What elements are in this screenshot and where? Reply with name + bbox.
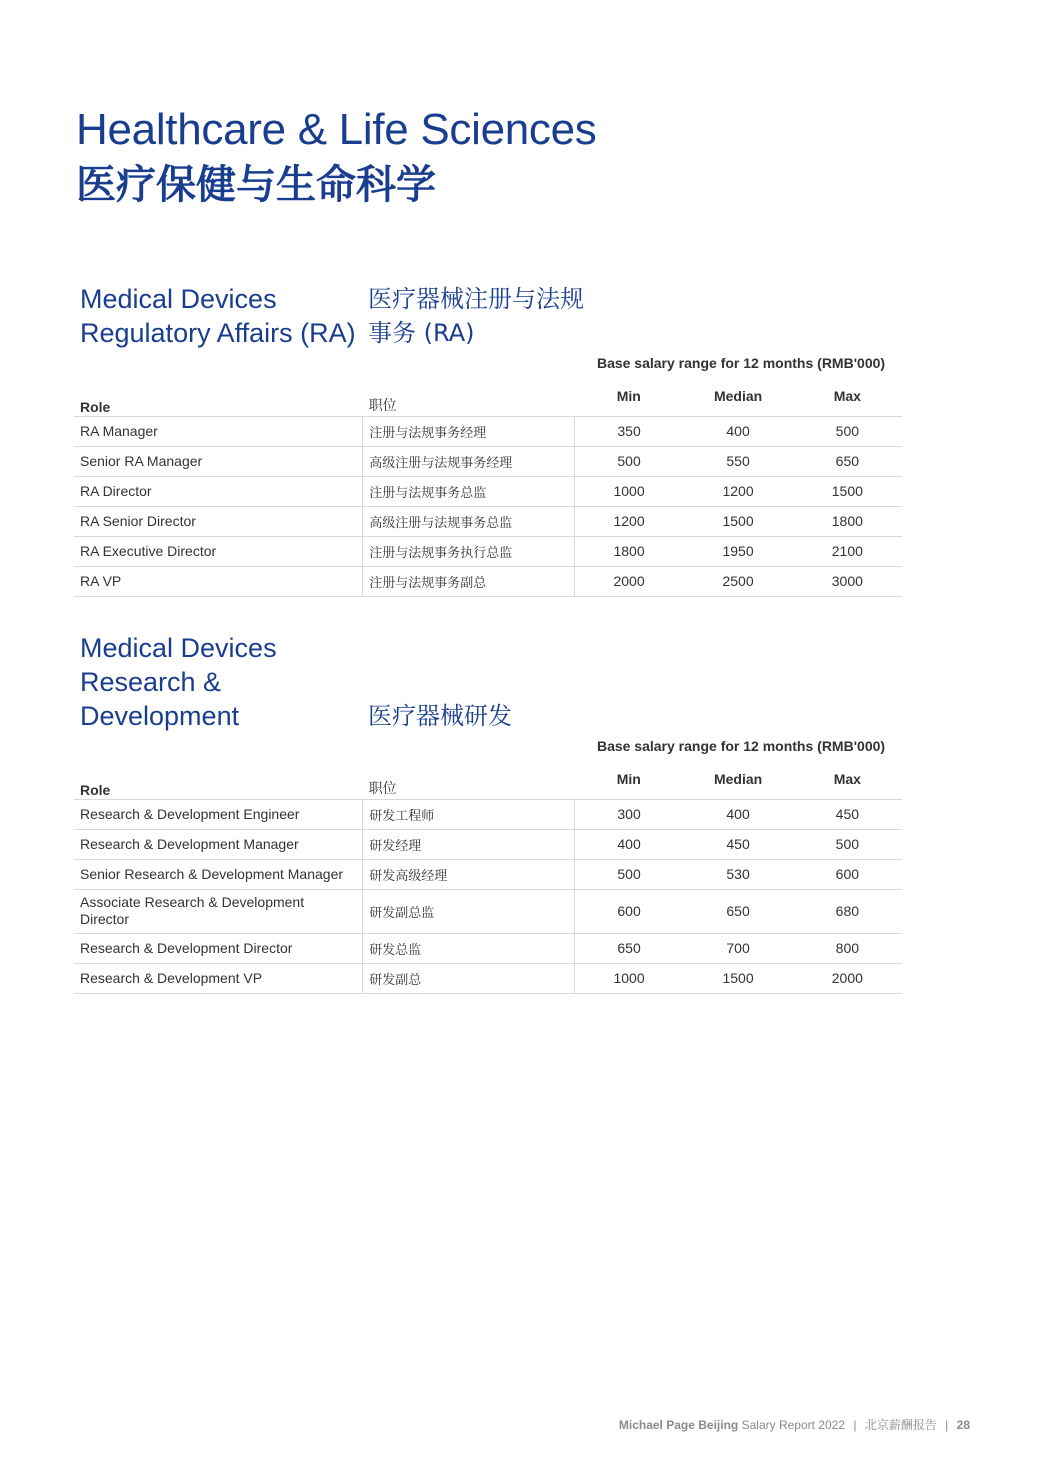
cell-role-zh: 注册与法规事务经理 xyxy=(363,416,575,446)
cell-role: Research & Development Engineer xyxy=(80,805,300,822)
table-row xyxy=(74,566,902,596)
cell-role: RA Director xyxy=(80,482,152,499)
cell-min: 1000 xyxy=(613,483,645,499)
cell-median: 400 xyxy=(726,423,750,439)
table-row xyxy=(74,889,902,933)
cell-role: RA Manager xyxy=(80,422,158,439)
table-header-row xyxy=(74,376,902,416)
cell-min: 1200 xyxy=(613,513,645,529)
cell-role-zh: 注册与法规事务执行总监 xyxy=(363,536,575,566)
footer-report-title: Salary Report 2022 xyxy=(741,1418,845,1432)
cell-median: 400 xyxy=(726,806,750,822)
section-header xyxy=(74,633,902,733)
page-number: 28 xyxy=(956,1418,970,1432)
cell-role-zh: 研发副总 xyxy=(363,963,575,993)
cell-min: 500 xyxy=(617,453,641,469)
cell-role-zh: 研发副总监 xyxy=(363,889,575,933)
cell-min: 350 xyxy=(617,423,641,439)
page-footer xyxy=(619,1416,970,1433)
table-row xyxy=(74,476,902,506)
section-title-en: Medical Devices Regulatory Affairs (RA) xyxy=(80,284,356,348)
cell-role-zh: 研发高级经理 xyxy=(363,859,575,889)
cell-min: 600 xyxy=(617,903,641,919)
table-row xyxy=(74,963,902,993)
column-header-role-zh: 职位 xyxy=(368,780,397,797)
cell-median: 1500 xyxy=(722,970,754,986)
cell-median: 550 xyxy=(726,453,750,469)
section-title-zh: 医疗器械注册与法规事务 (RA) xyxy=(368,285,584,347)
cell-max: 500 xyxy=(835,423,860,439)
column-header-role-zh: 职位 xyxy=(368,397,397,414)
cell-min: 1000 xyxy=(613,970,645,986)
table-row xyxy=(74,933,902,963)
table-row xyxy=(74,416,902,446)
section-research-development xyxy=(74,633,902,994)
cell-median: 450 xyxy=(726,836,750,852)
cell-min: 500 xyxy=(617,866,641,882)
column-header-min: Min xyxy=(616,771,641,787)
cell-median: 1500 xyxy=(722,513,754,529)
section-header xyxy=(74,250,902,350)
column-header-max: Max xyxy=(833,771,861,787)
footer-brand: Michael Page Beijing xyxy=(618,1418,739,1432)
cell-role-zh: 高级注册与法规事务经理 xyxy=(363,446,575,476)
table-row xyxy=(74,506,902,536)
cell-max: 450 xyxy=(835,806,860,822)
footer-separator: | xyxy=(853,1418,857,1432)
cell-role-zh: 研发工程师 xyxy=(363,799,575,829)
salary-range-caption-text: Base salary range for 12 months (RMB'000) xyxy=(596,355,886,371)
table-row xyxy=(74,859,902,889)
column-header-min: Min xyxy=(616,388,641,404)
cell-max: 2100 xyxy=(831,543,863,559)
salary-table xyxy=(74,376,902,597)
cell-max: 2000 xyxy=(831,970,863,986)
column-header-role: Role xyxy=(80,398,111,415)
cell-median: 2500 xyxy=(722,573,754,589)
table-row xyxy=(74,536,902,566)
table-header-row xyxy=(74,759,902,799)
table-row xyxy=(74,829,902,859)
page-title xyxy=(76,104,596,210)
cell-role: RA VP xyxy=(80,572,122,589)
cell-role: RA Senior Director xyxy=(80,512,196,529)
cell-role: RA Executive Director xyxy=(80,542,217,559)
cell-role-zh: 注册与法规事务总监 xyxy=(363,476,575,506)
column-header-role: Role xyxy=(80,781,111,798)
footer-report-title-zh: 北京薪酬报告 xyxy=(864,1418,937,1432)
column-header-median: Median xyxy=(713,388,763,404)
cell-max: 650 xyxy=(835,453,860,469)
section-title-en: Medical Devices Research & Development xyxy=(80,633,277,731)
cell-median: 530 xyxy=(726,866,750,882)
cell-max: 800 xyxy=(835,940,860,956)
cell-role-zh: 注册与法规事务副总 xyxy=(363,566,575,596)
cell-median: 1200 xyxy=(722,483,754,499)
cell-min: 650 xyxy=(617,940,641,956)
cell-role-zh: 高级注册与法规事务总监 xyxy=(363,506,575,536)
section-title-zh: 医疗器械研发 xyxy=(368,702,512,730)
cell-min: 300 xyxy=(617,806,641,822)
cell-median: 1950 xyxy=(722,543,754,559)
table-row xyxy=(74,446,902,476)
cell-max: 600 xyxy=(835,866,860,882)
cell-min: 2000 xyxy=(613,573,645,589)
salary-range-caption xyxy=(74,350,902,376)
cell-role-zh: 研发经理 xyxy=(363,829,575,859)
cell-max: 3000 xyxy=(831,573,863,589)
cell-role-zh: 研发总监 xyxy=(363,933,575,963)
column-header-median: Median xyxy=(713,771,763,787)
cell-role: Research & Development Manager xyxy=(80,835,299,852)
cell-max: 1500 xyxy=(831,483,863,499)
cell-median: 700 xyxy=(726,940,750,956)
page-title-en: Healthcare & Life Sciences xyxy=(76,105,597,154)
section-regulatory-affairs xyxy=(74,250,902,597)
salary-range-caption xyxy=(74,733,902,759)
cell-max: 500 xyxy=(835,836,860,852)
cell-max: 1800 xyxy=(831,513,863,529)
cell-max: 680 xyxy=(835,903,860,919)
page-title-zh: 医疗保健与生命科学 xyxy=(76,162,436,208)
cell-role: Associate Research & Development Director xyxy=(80,894,305,927)
cell-min: 1800 xyxy=(613,543,645,559)
cell-role: Senior RA Manager xyxy=(80,452,203,469)
table-row xyxy=(74,799,902,829)
cell-role: Senior Research & Development Manager xyxy=(80,865,344,882)
footer-separator: | xyxy=(945,1418,949,1432)
cell-min: 400 xyxy=(617,836,641,852)
salary-range-caption-text: Base salary range for 12 months (RMB'000) xyxy=(596,738,886,754)
cell-role: Research & Development VP xyxy=(80,969,263,986)
cell-median: 650 xyxy=(726,903,750,919)
column-header-max: Max xyxy=(833,388,861,404)
cell-role: Research & Development Director xyxy=(80,939,293,956)
salary-table xyxy=(74,759,902,994)
